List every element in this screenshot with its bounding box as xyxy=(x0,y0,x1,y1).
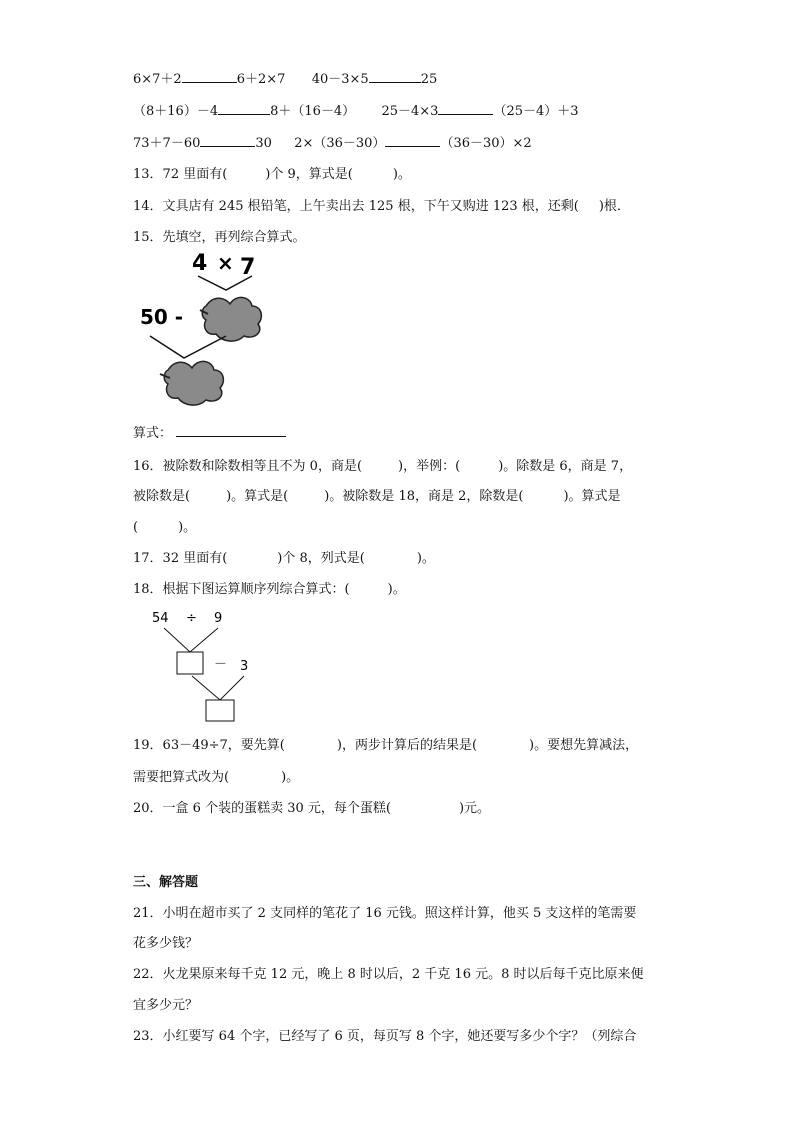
question-16-line-1 xyxy=(133,455,632,474)
answer-blank[interactable] xyxy=(385,134,440,147)
leaf-icon[interactable] xyxy=(200,297,261,341)
connector-line xyxy=(164,628,218,652)
question-text: 14．文具店有 245 根铅笔，上午卖出去 125 根，下午又购进 123 根，还剩( xyxy=(133,199,579,214)
answer-box[interactable] xyxy=(177,652,203,674)
question-text: )。 xyxy=(281,770,300,785)
question-text: )。 xyxy=(387,582,406,597)
expr: 25 xyxy=(420,72,438,87)
question-text: 16．被除数和除数相等且不为 0，商是( xyxy=(133,459,363,474)
question-text: )元。 xyxy=(458,801,491,816)
question-text: )根． xyxy=(598,199,630,214)
answer-blank[interactable] xyxy=(438,102,493,115)
diagram-operator-divide: ÷ xyxy=(186,611,197,626)
connector-line xyxy=(150,336,226,358)
diagram-operator-minus: － xyxy=(214,657,228,672)
question-19-line-1 xyxy=(133,734,638,753)
expr: 25－4×3 xyxy=(381,104,439,119)
diagram-number-top-b: 7 xyxy=(240,255,256,280)
order-diagram xyxy=(140,604,270,726)
answer-blank[interactable] xyxy=(369,70,421,83)
compare-row-1 xyxy=(133,68,437,87)
answer-blank[interactable] xyxy=(218,102,270,115)
answer-blank[interactable] xyxy=(182,70,237,83)
expr: 6×7＋2 xyxy=(133,72,182,87)
question-text: )，举例：( xyxy=(398,459,461,474)
question-15 xyxy=(133,226,306,245)
question-21-line-1: 21．小明在超市买了 2 支同样的笔花了 16 元钱。照这样计算，他买 5 支这样的笔需要 xyxy=(133,906,637,921)
leaf-diagram xyxy=(130,246,280,416)
expr: 8＋（16－4） xyxy=(270,104,356,119)
question-text: )个 9，算式是( xyxy=(265,167,353,182)
expr: 73＋7－60 xyxy=(133,136,201,151)
expr: 6＋2×7 xyxy=(236,72,286,87)
question-text: )。算式是( xyxy=(226,489,289,504)
expr: （8＋16）－4 xyxy=(133,104,219,119)
question-17 xyxy=(133,547,435,566)
expr: 30 xyxy=(255,136,272,151)
question-text: 19．63－49÷7，要先算( xyxy=(133,738,285,753)
question-16-line-2 xyxy=(133,485,621,504)
diagram-left-operand: 50 - xyxy=(140,305,184,329)
question-text: )个 8，列式是( xyxy=(277,551,365,566)
question-text: )。 xyxy=(178,520,197,535)
formula-label: 算式： xyxy=(133,426,173,441)
diagram-operator-times: × xyxy=(217,251,234,275)
question-23-line-1: 23．小红要写 64 个字，已经写了 6 页，每页写 8 个字，她还要写多少个字？（列综合 xyxy=(133,1029,637,1044)
answer-box[interactable] xyxy=(206,700,234,721)
question-19-line-2 xyxy=(133,766,299,785)
question-16-line-3 xyxy=(133,516,196,535)
diagram-number-a: 54 xyxy=(152,611,169,626)
connector-line xyxy=(192,676,244,700)
question-text: 20．一盒 6 个装的蛋糕卖 30 元，每个蛋糕( xyxy=(133,801,391,816)
compare-row-2 xyxy=(133,100,579,119)
question-text: 需要把算式改为( xyxy=(133,770,230,785)
expr: 2×（36－30） xyxy=(294,136,386,151)
question-text: ( xyxy=(133,520,139,535)
diagram-number-top-a: 4 xyxy=(192,251,208,276)
question-text: 13．72 里面有( xyxy=(133,167,228,182)
question-text: )。除数是 6，商是 7， xyxy=(498,459,633,474)
leaf-icon[interactable] xyxy=(160,361,223,405)
question-text: )，两步计算后的结果是( xyxy=(336,738,478,753)
question-20 xyxy=(133,797,490,816)
question-21-line-2: 花多少钱？ xyxy=(133,936,199,951)
question-text: 15．先填空，再列综合算式。 xyxy=(133,230,306,245)
formula-line xyxy=(133,422,286,441)
diagram-number-b: 9 xyxy=(214,611,223,626)
question-text: )。 xyxy=(392,167,411,182)
compare-row-3 xyxy=(133,132,532,151)
question-18 xyxy=(133,578,406,597)
answer-blank[interactable] xyxy=(200,134,255,147)
question-22-line-2: 宜多少元？ xyxy=(133,998,199,1013)
question-text: 17．32 里面有( xyxy=(133,551,228,566)
section-heading: 三、解答题 xyxy=(133,875,199,890)
question-text: 18．根据下图运算顺序列综合算式：( xyxy=(133,582,350,597)
expr: 40－3×5 xyxy=(311,72,369,87)
diagram-number-c: 3 xyxy=(240,659,249,674)
question-text: )。被除数是 18，商是 2，除数是( xyxy=(324,489,524,504)
question-14 xyxy=(133,195,630,214)
question-text: )。算式是 xyxy=(563,489,621,504)
expr: （25－4）＋3 xyxy=(493,104,579,119)
question-13 xyxy=(133,163,411,182)
formula-blank[interactable] xyxy=(176,424,286,437)
question-text: )。要想先算减法， xyxy=(529,738,639,753)
question-22-line-1: 22．火龙果原来每千克 12 元，晚上 8 时以后，2 千克 16 元。8 时以后每千克比原来便 xyxy=(133,967,644,982)
expr: （36－30）×2 xyxy=(440,136,532,151)
question-text: )。 xyxy=(416,551,435,566)
question-text: 被除数是( xyxy=(133,489,191,504)
